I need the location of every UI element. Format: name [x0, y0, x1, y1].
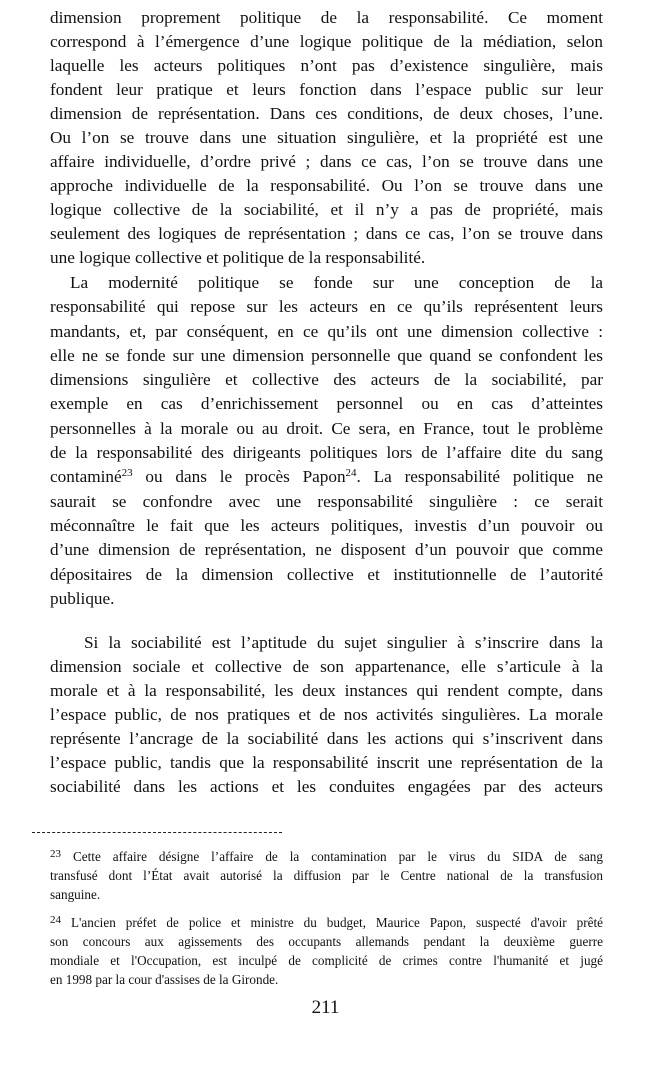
footnote-line	[50, 847, 603, 866]
footnote-line: son concours aux agissements des occupants allemands pendant la deuxième guerre	[50, 934, 603, 949]
text-line: fondent leur pratique et leurs fonction dans l’espace public sur leur	[50, 80, 603, 99]
text-line: personnelles à la morale ou au droit. Ce sera, en France, tout le problème	[50, 418, 603, 438]
text-line: dimension sociale et collective de son appartenance, elle s’articule à la	[50, 657, 603, 677]
text-fragment: ou dans le procès Papon	[132, 467, 346, 487]
footnotes	[50, 847, 603, 989]
paragraph	[50, 631, 603, 799]
text-line: morale et à la responsabilité, les deux instances qui rendent compte, dans	[50, 681, 603, 701]
text-line: dimension de représentation. Dans ces conditions, de deux choses, l’une.	[50, 104, 603, 123]
footnote-23	[50, 847, 603, 904]
text-fragment: . La responsabilité politique ne	[356, 467, 603, 487]
footnote-reference[interactable]: 23	[121, 467, 133, 480]
body-text	[50, 6, 603, 799]
text-line: elle ne se fonde sur une dimension personnelle que quand se confondent les	[50, 345, 603, 365]
text-line: Ou l’on se trouve dans une situation singulière, et la propriété est une	[50, 128, 603, 147]
text-line: dimensions singulière et collective des acteurs de la sociabilité, par	[50, 370, 603, 390]
footnote-number: 24	[50, 914, 61, 926]
text-line: sociabilité dans les actions et les conduites engagées par des acteurs	[50, 777, 603, 797]
footnote-number: 23	[50, 848, 61, 860]
text-line: approche individuelle de la responsabilité. Ou l’on se trouve dans une	[50, 176, 603, 195]
footnote-line: sanguine.	[50, 887, 101, 902]
footnote-line: en 1998 par la cour d'assises de la Gironde.	[50, 972, 279, 987]
footnote-separator	[32, 832, 282, 833]
text-line: mandants, et, par conséquent, en ce qu’ils ont une dimension collective :	[50, 321, 603, 341]
paragraph	[50, 271, 603, 611]
text-line: affaire individuelle, d’ordre privé ; dans ce cas, l’on se trouve dans une	[50, 152, 603, 171]
text-line: correspond à l’émergence d’une logique politique de la médiation, selon	[50, 32, 603, 51]
text-line: Si la sociabilité est l’aptitude du sujet singulier à s’inscrire dans la	[84, 633, 603, 653]
text-line: seulement des logiques de représentation ; dans ce cas, l’on se trouve dans	[50, 224, 603, 243]
text-line: logique collective de la sociabilité, et il n’y a pas de propriété, mais	[50, 200, 603, 219]
footnote-line: transfusé dont l’État avait autorisé la diffusion par le Centre national de la transfusion	[50, 868, 603, 883]
footnote-line	[50, 913, 603, 932]
text-line: l’espace public, de nos pratiques et de nos activités singulières. La morale	[50, 705, 603, 725]
text-line: une logique collective et politique de la responsabilité.	[50, 248, 426, 267]
footnote-line: mondiale et l'Occupation, est inculpé de complicité de crimes contre l'humanité et jugé	[50, 953, 603, 968]
text-fragment: contaminé	[50, 467, 122, 487]
text-line: dimension proprement politique de la responsabilité. Ce moment	[50, 8, 603, 27]
text-line: d’une dimension de représentation, ne disposent d’un pouvoir que comme	[50, 540, 603, 560]
text-line: La modernité politique se fonde sur une conception de la	[70, 273, 603, 292]
footnote-text: Cette affaire désigne l’affaire de la contamination par le virus du SIDA de sang	[61, 849, 603, 864]
text-line: saurait se confondre avec une responsabilité singulière : ce serait	[50, 491, 603, 511]
footnote-text: L'ancien préfet de police et ministre du budget, Maurice Papon, suspecté d'avoir prêté	[61, 915, 603, 930]
page-number: 211	[311, 997, 340, 1018]
text-line: exemple en cas d’enrichissement personnel ou en cas d’atteintes	[50, 394, 603, 414]
text-line: dépositaires de la dimension collective et institutionnelle de l’autorité	[50, 564, 603, 584]
text-line	[50, 465, 603, 489]
footnote-24	[50, 913, 603, 989]
text-line: représente l’ancrage de la sociabilité dans les actions qui s’inscrivent dans	[50, 729, 603, 749]
text-line: responsabilité qui repose sur les acteurs en ce qu’ils représentent leurs	[50, 297, 603, 317]
text-line: laquelle les acteurs politiques n’ont pas d’existence singulière, mais	[50, 56, 603, 75]
text-line: de la responsabilité des dirigeants politiques lors de l’affaire dite du sang	[50, 443, 603, 463]
footnote-reference[interactable]: 24	[345, 467, 357, 480]
text-line: l’espace public, tandis que la responsabilité inscrit une représentation de la	[50, 753, 603, 773]
paragraph	[50, 6, 603, 270]
text-line: méconnaître le fait que les acteurs politiques, investis d’un pouvoir ou	[50, 515, 603, 535]
text-line: publique.	[50, 588, 115, 608]
